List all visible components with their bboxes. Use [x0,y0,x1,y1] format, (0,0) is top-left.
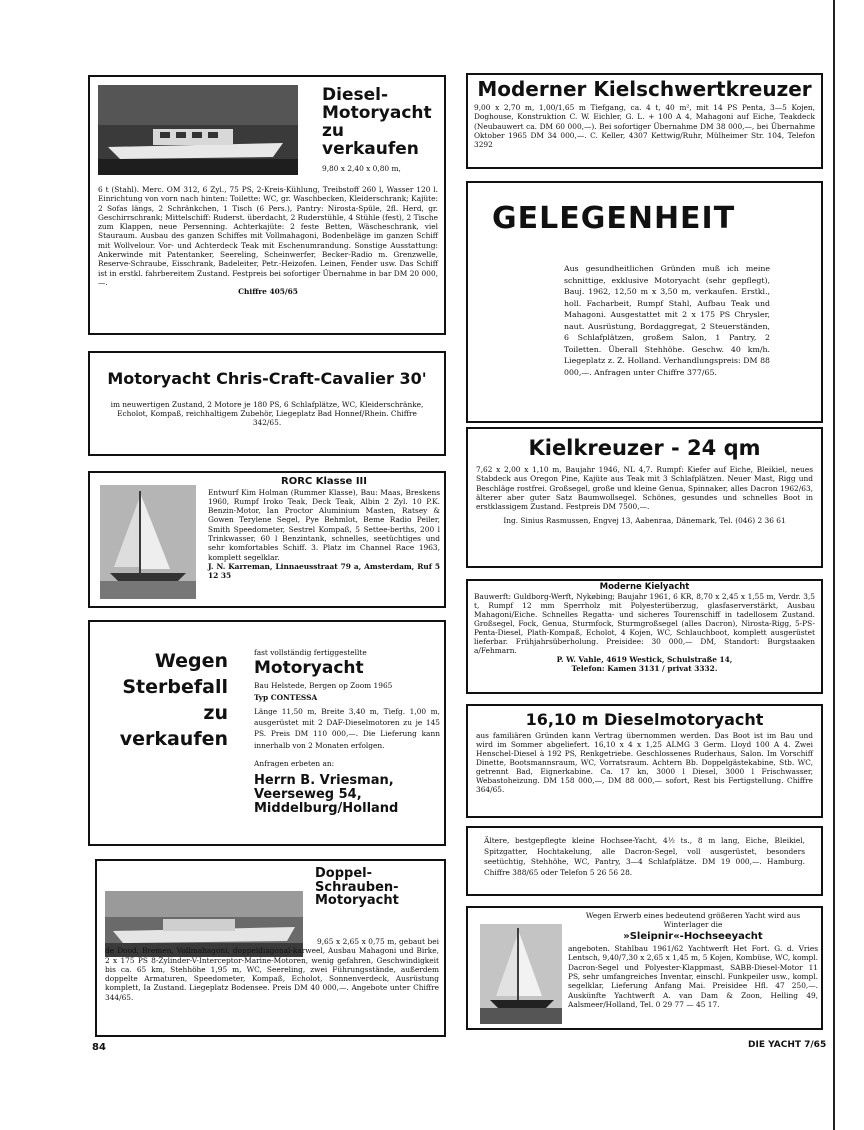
sailboat-photo [100,485,196,599]
ad-body: Entwurf Kim Holman (Rummer Klasse), Bau: Maas, Breskens 1960, Rumpf Iroko Teak, Deck Teak, Albin 2 Zyl. 10 P.K. Benzin-Motor, Ian Proctor Aluminium Masten, Ratsey & Gowen Terylene Segel, Pye Behmlot, Beme Radio Peiler, Smith Speedometer, Sestrel Kompaß, 5 Settee-berths, 200 l Trinkwasser, 60 l Benzintank, schnelles, seetüchtiges und sehr komfortables Schiff. 3. Platz im Channel Race 1963, komplett segelklar. [208,487,440,562]
ad-heading: »Sleipnir«-Hochseeyacht [623,930,763,942]
ad-contact: P. W. Vahle, 4619 Westick, Schulstraße 14, [556,654,733,664]
ad-gelegenheit [466,181,823,423]
ad-chiffre: Chiffre 405/65 [238,287,298,297]
ad-heading: Moderne Kielyacht [599,582,690,592]
ad-heading: GELEGENHEIT [492,201,736,236]
ad-body: Ältere, bestgepflegte kleine Hochsee-Yacht, 4½ ts., 8 m lang, Eiche, Bleikiel, Spitzgatter, Hochtakelung, alle Dacron-Segel, voll ausgerüstet, besonders seetüchtig, Stehhöhe, WC, Pantry, 3—4 Schlafplätze. DM 19 000,—. Hamburg. Chiffre 388/65 oder Telefon 5 26 56 28. [484,836,805,877]
ad-builder: Bau Helstede, Bergen op Zoom 1965 [254,681,393,691]
ad-body: 9,65 x 2,65 x 0,75 m, gebaut bei de Dood, Bremen, Vollmahagoni, doppeldiagonal-karweel, Ausbau Mahagoni und Birke, 2 x 175 PS 8-Zylinder-V-Interceptor-Marine-Motoren, wenig gefahren, Geschwindigkeit bis ca. 65 km, Stehhöhe 1,95 m, WC, Seereling, zwei Führungsstände, außerdem doppelte Armaturen, Speedometer, Kompaß, Echolot, Sonnenverdeck, Ausrüstung komplett, Ia Zustand. Liegeplatz Bodensee. Preis DM 40 000,—. Angebote unter Chiffre 344/65. [105,937,439,1002]
ad-heading-line: Motoryacht [322,102,432,123]
ad-heading: Motoryacht Chris-Craft-Cavalier 30' [107,369,427,388]
ad-contact: Ing. Sinius Rasmussen, Engvej 13, Aabenraa, Dänemark, Tel. (046) 2 36 61 [503,515,786,525]
ad-heading: 16,10 m Dieselmotoryacht [525,710,764,729]
ad-body: 7,62 x 2,00 x 1,10 m, Baujahr 1946, NL 4,7. Rumpf: Kiefer auf Eiche, Bleikiel, neues Stabdeck aus Oregon Pine, Kajüte aus Teak mit 3 Schlafplätzen. Neuer Mast, Rigg und Beschläge rostfrei. Großsegel, große und kleine Genua, Spinnaker, alles Dacron 1962/63, älterer aber guter Satz Baumwollsegel. Schönes, gesundes und schnelles Boot in erstklassigem Zustand. Festpreis DM 7500,—. [476,465,813,512]
ad-address-line: Middelburg/Holland [254,800,399,816]
ad-chris-craft [88,351,446,456]
ad-address-line: Herrn B. Vriesman, [254,773,394,789]
motoryacht-photo [98,85,298,175]
ad-body: Bauwerft: Guldborg-Werft, Nykøbing; Baujahr 1961, 6 KR, 8,70 x 2,45 x 1,55 m, Verdr. 3,5 t, Rumpf 12 mm Sperrholz mit Polyesterüberzug, glasfaserverstärkt, Ausbau Mahagoni/Eiche. Schnelles Regatta- und sicheres Tourenschiff in tadellosem Zustand. Großsegel, Fock, Genua, Sturmfock, Sturmgroßsegel (alles Dacron), Nirosta-Rigg, 5-PS-Penta-Diesel, Plath-Kompaß, Echolot, 4 Kojen, WC, Schlauchboot, komplett ausgerüstet lieferbar. Frühjahrsüberholung. Preisidee: 30 000,— DM, Standort: Burgstaaken a/Fehmarn. [474,591,815,655]
ad-hochsee-yacht [466,826,823,896]
ad-body: 6 t (Stahl). Merc. OM 312, 6 Zyl., 75 PS, 2-Kreis-Kühlung, Treibstoff 260 l, Wasser 120 l. Einrichtung von vorn nach hinten: Toilette: WC, gr. Waschbecken, Kleiderschrank; Kajüte: 2 Sofas längs, 2 Schränkchen, 1 Tisch (6 Pers.), Pantry: Nirosta-Spüle, 2fl. Herd, gr. Geschirrschrank; Mittelschiff: Ruderst. überdacht, 2 Ruderstühle, 4 Stühle (fest), 2 Tische zum Klappen, neue Persenning. Achterkajüte: 2 feste Betten, Wäscheschrank, viel Stauraum. Ausbau des ganzen Schiffes mit Vollmahagoni, Bodenbeläge im ganzen Schiff mit Wollvelour. Vor- und Achterdeck Teak mit Eschenumrandung. Sonstige Ausstattung: Ankerwinde mit Patentanker, Seereling, Scheinwerfer, Becker-Radio m. Grenzwelle, Reserve-Schraube, Eisschrank, Badeleiter, Petr.-Heizofen. Leinen, Fender usw. Das Schiff ist in erstkl. fahrbereitem Zustand. Festpreis bei sofortiger Übernahme in bar DM 20 000,—. [98,185,438,287]
ad-body: Länge 11,50 m, Breite 3,40 m, Tiefg. 1,00 m, ausgerüstet mit 2 DAF-Dieselmotoren zu je 145 PS. Preis DM 110 000,—. Die Lieferung kann innerhalb von 2 Monaten erfolgen. [254,706,440,750]
ad-heading-line: Diesel- [322,85,388,105]
ad-wegen-sterbefall [88,620,446,846]
page-number: 84 [92,1042,106,1053]
ad-side-heading: zu [203,702,228,724]
ad-heading: Moderner Kielschwertkreuzer [477,77,812,101]
ad-intro: fast vollständig fertiggestellte [254,648,367,657]
ad-intro: Wegen Erwerb eines bedeutend größeren Yacht wird aus Winterlager die [585,911,801,930]
ad-heading-line: zu verkaufen [322,120,419,159]
ad-heading-line: Motoryacht [315,893,399,909]
ad-contact: J. N. Karreman, Linnaeusstraat 79 a, Amsterdam, Ruf 5 12 35 [208,561,440,581]
ad-heading: RORC Klasse III [281,476,367,487]
ad-dimensions: 9,80 x 2,40 x 0,80 m, [322,164,401,174]
ad-title: Motoryacht [254,658,364,679]
ad-kielkreuzer [466,427,823,568]
ad-doppel-schrauben [95,859,446,1037]
page-right-edge [833,0,835,1130]
ad-address-line: Veerseweg 54, [254,786,362,802]
ad-rorc-klasse [88,471,446,608]
ad-side-heading: Sterbefall [122,676,228,698]
ad-heading: Kielkreuzer - 24 qm [528,436,761,460]
ad-enquiry: Anfragen erbeten an: [254,758,335,768]
ad-phone: Telefon: Kamen 3131 / privat 3332. [571,663,718,673]
ad-body: angeboten. Stahlbau 1961/62 Yachtwerft Het Fort. G. d. Vries Lentsch, 9,40/7,30 x 2,65 x 1,45 m, 5 Kojen, Kombüse, WC, kompl. Dacron-Segel und Polyester-Klappmast, SABB-Diesel-Motor 11 PS, sehr umfangreiches Inventar, einschl. Funkpeiler usw., kompl. segelklar, Lieferung Anfang Mai. Preisidee Hfl. 47 250,—. Auskünfte Yachtwerft A. van Dam & Zoon, Helling 49, Aalsmeer/Holland, Tel. 0 29 77 — 45 17. [568,944,818,1009]
ad-body: 9,00 x 2,70 m, 1,00/1,65 m Tiefgang, ca. 4 t, 40 m², mit 14 PS Penta, 3—5 Kojen, Doghouse, Konstruktion C. W. Eichler, G. L. + 100 A 4, Mahagoni auf Eiche, Teakdeck (Neubauwert ca. DM 60 000,—). Bei sofortiger Übernahme DM 38 000,—, bei Übernahme Oktober 1965 DM 34 000,—. C. Keller, 4307 Kettwig/Ruhr, Mülheimer Str. 104, Telefon 3292 [474,103,815,150]
ad-type: Typ CONTESSA [254,693,318,703]
sailboat-photo [480,924,562,1024]
ad-body: aus familiären Gründen kann Vertrag übernommen werden. Das Boot ist im Bau und wird im Sommer abgeliefert. 16,10 x 4 x 1,25 ALMG 3 Germ. Lloyd 100 A 4. Zwei Henschel-Diesel à 192 PS, Renkgetriebe. Geschlossenes Ruderhaus, Salon. Im Vorschiff Dinette, Bootsmannsraum, WC, Vorratsraum. Achtern Bb. Doppelgästekabine, Stb. WC, getrennt Bad, Eignerkabine. Ca. 17 kn, 3000 l Diesel, 3000 l Frischwasser, Webastoheizung. DM 158 000,—, DM 88 000,— sofort, Rest bis Fertigstellung. Chiffre 364/65. [476,730,813,794]
ad-body: Aus gesundheitlichen Gründen muß ich meine schnittige, exklusive Motoryacht (sehr gepflegt), Bauj. 1962, 12,50 m x 3,50 m, verkaufen. Erstkl., holl. Facharbeit, Rumpf Stahl, Aufbau Teak und Mahagoni. Ausgestattet mit 2 x 175 PS Chrysler, naut. Ausrüstung, Bordaggregat, 2 Steuerständen, 6 Schlafplätzen, großem Salon, 1 Pantry, 2 Toiletten. Überall Stehhöhe. Geschw. 40 km/h. Liegeplatz z. Z. Holland. Verhandlungspreis: DM 88 000,—. Anfragen unter Chiffre 377/65. [564,264,770,377]
ad-side-heading: verkaufen [119,728,228,750]
ad-side-heading: Wegen [154,650,228,672]
magazine-issue: DIE YACHT 7/65 [748,1040,827,1050]
ad-body: im neuwertigen Zustand, 2 Motore je 180 PS, 6 Schlafplätze, WC, Kleiderschränke, Echolot, Kompaß, reichhaltigem Zubehör, Liegeplatz Bad Honnef/Rhein. Chiffre 342/65. [110,399,424,428]
ad-dieselmotoryacht [466,704,823,818]
ad-kielschwertkreuzer [466,73,823,169]
ad-sleipnir [466,906,823,1030]
ad-diesel-motoryacht [88,75,446,335]
ad-heading-line: Doppel-Schrauben- [315,866,399,895]
ad-moderne-kielyacht [466,579,823,694]
